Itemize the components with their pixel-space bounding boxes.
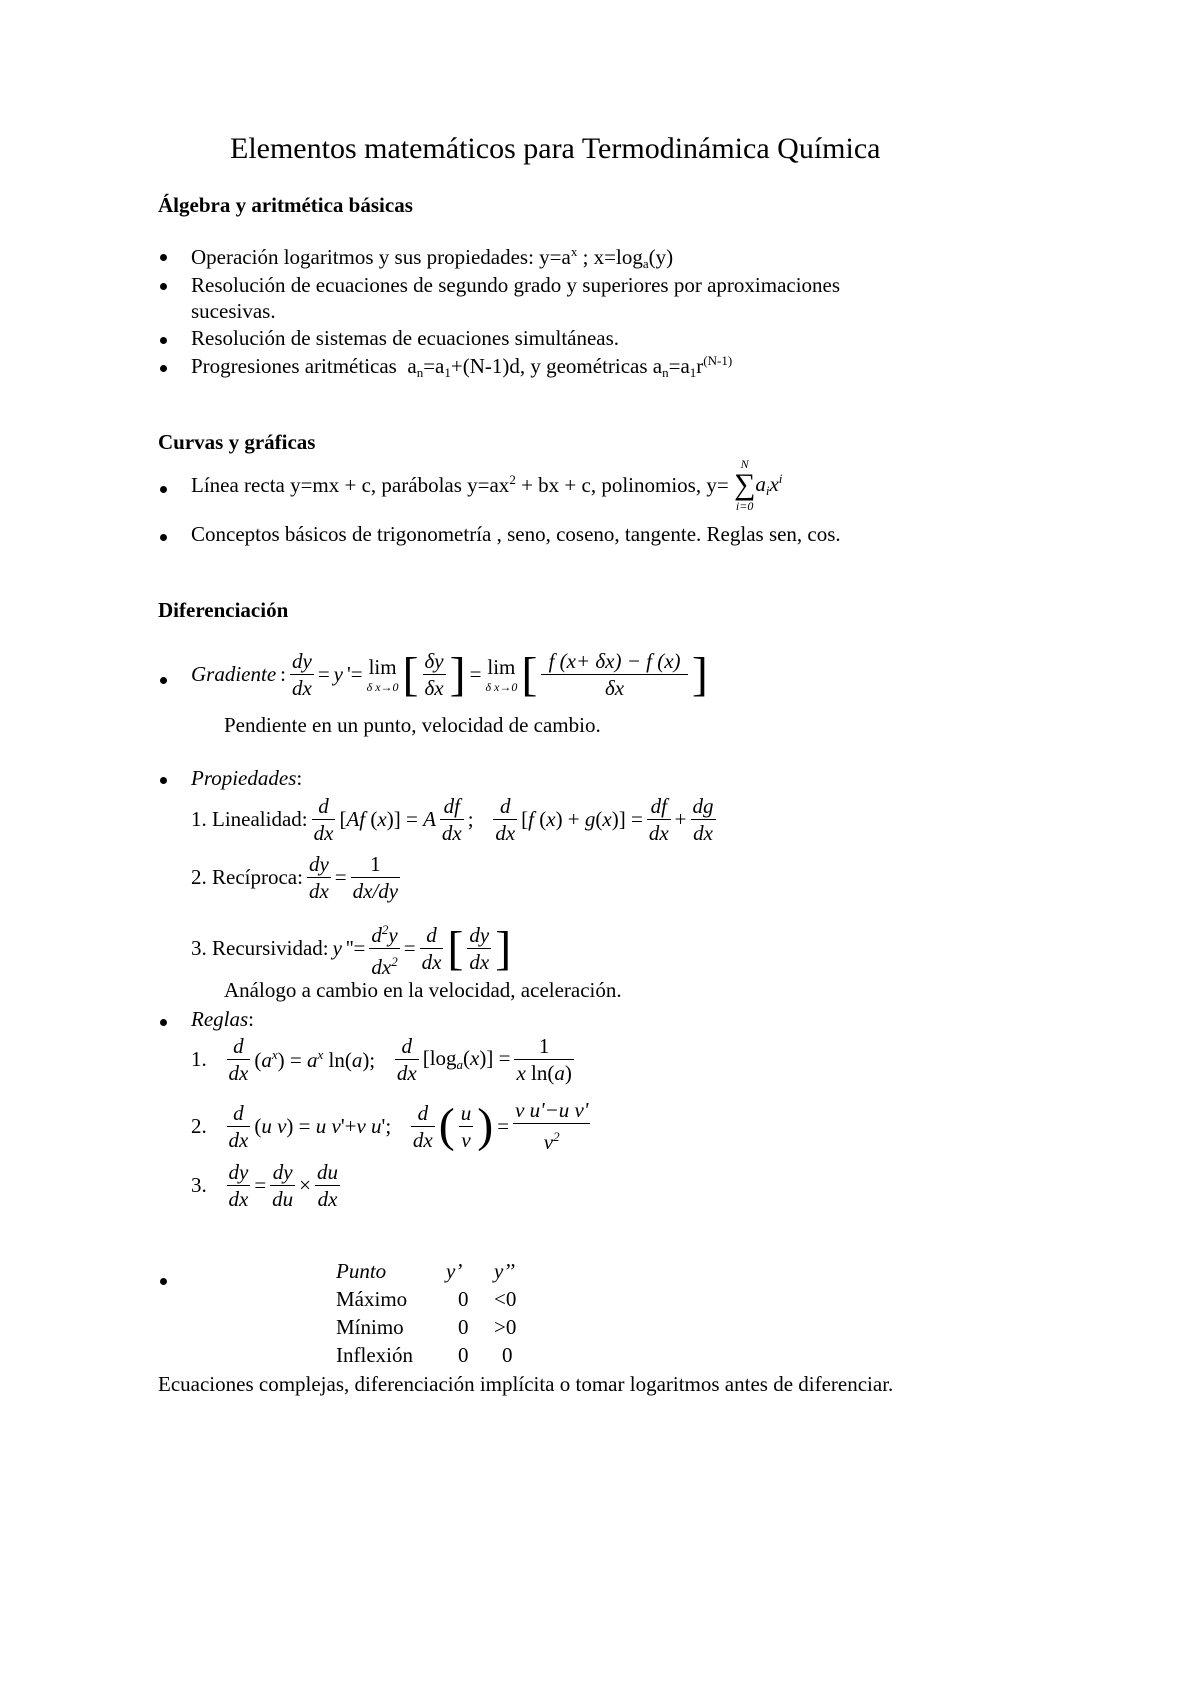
text-pendiente: Pendiente en un punto, velocidad de cambio. <box>224 713 601 737</box>
formula-gradiente: Gradiente : $\frac{dy}{dx}$ = y '= lim δ x→0 [ $\frac{\delta y}{\delta x}$ ] = lim δ x→0 [ $\frac{f (x+ \delta x) - f (x)}{\delta x}$ ] <box>191 647 708 701</box>
table-cell: Mínimo <box>336 1314 404 1339</box>
page-title: Elementos matemáticos para Termodinámica Química <box>230 132 881 165</box>
heading-curvas: Curvas y gráficas <box>158 430 316 454</box>
heading-algebra: Álgebra y aritmética básicas <box>158 193 413 217</box>
table-cell: >0 <box>494 1314 517 1339</box>
label-propiedades: Propiedades: <box>191 766 303 790</box>
bullet <box>160 283 167 290</box>
bullet <box>160 777 167 784</box>
table-cell: 0 <box>458 1314 469 1339</box>
formula-regla-3: 3. $\frac{dy}{dx}$ = $\frac{dy}{du}$ × $\frac{du}{dx}$ <box>191 1160 339 1211</box>
heading-diferenciacion: Diferenciación <box>158 598 289 622</box>
list-item-trigonometria: Conceptos básicos de trigonometría , seno, coseno, tangente. Reglas sen, cos. <box>191 522 841 546</box>
table-header: y’ <box>446 1258 463 1283</box>
table-puntos <box>336 1257 516 1369</box>
table-row <box>336 1341 516 1369</box>
table-cell: Máximo <box>336 1286 408 1311</box>
bullet <box>160 534 167 541</box>
text-final: Ecuaciones complejas, diferenciación implícita o tomar logaritmos antes de diferenciar. <box>158 1372 894 1396</box>
bullet <box>160 365 167 372</box>
bullet <box>160 486 167 493</box>
bullet <box>160 254 167 261</box>
bullet <box>160 1278 167 1285</box>
table-header-row <box>336 1257 516 1285</box>
table-cell: 0 <box>458 1286 469 1311</box>
text-analogo: Análogo a cambio en la velocidad, aceleración. <box>224 978 622 1002</box>
bullet <box>160 1019 167 1026</box>
table-cell: <0 <box>494 1286 517 1311</box>
list-item-ecuaciones-cont: sucesivas. <box>191 299 276 323</box>
table-row <box>336 1313 516 1341</box>
list-item-progresiones: Progresiones aritméticas $a_n=a_1+(N-1)d$, y geométricas $a_n=a_1r^{(N-1)}$ <box>191 353 733 380</box>
table-row <box>336 1285 516 1313</box>
list-item-sistemas: Resolución de sistemas de ecuaciones simultáneas. <box>191 326 620 350</box>
table-cell: 0 <box>458 1342 469 1367</box>
bullet <box>160 337 167 344</box>
formula-regla-2: 2. $\frac{d}{dx}$ (u v) = u v'+v u'; $\frac{d}{dx}$ ( $\frac{u}{v}$ ) = $\frac{\text{v u'−u v'}}{v^2}$ <box>191 1098 589 1154</box>
table-cell: 0 <box>502 1342 513 1367</box>
list-item-logaritmos: Operación logaritmos y sus propiedades: $y=a^x$ ; $x=\log_a(y)$ <box>191 244 674 271</box>
formula-regla-1: 1. $\frac{d}{dx}$ $(a^x) = a^x$ ln(a); $\frac{d}{dx}$ $[\log_a(x)]$ = $\frac{1}{\text{x ln(a)}}$ <box>191 1034 572 1085</box>
formula-reciproca: 2. Recíproca: $\frac{dy}{dx}$ = $\frac{1}{dx/dy}$ <box>191 852 399 903</box>
label-reglas: Reglas: <box>191 1007 254 1031</box>
list-item-ecuaciones: Resolución de ecuaciones de segundo grado y superiores por aproximaciones <box>191 273 841 297</box>
formula-linealidad: 1. Linealidad: $\frac{d}{dx}$ [Af (x)] = A $\frac{df}{dx}$ ; $\frac{d}{dx}$ [f (x) + g(x)] = $\frac{df}{dx}$ + $\frac{dg}{dx}$ <box>191 794 714 845</box>
list-item-linea-recta: Línea recta y=mx + c, parábolas $y=ax^2$ + bx + c, polinomios, y= N ∑ i=0 $a_ix^i$ <box>191 457 783 513</box>
table-header: Punto <box>336 1258 387 1283</box>
table-header: y’’ <box>494 1258 515 1283</box>
table-cell: Inflexión <box>336 1342 413 1367</box>
bullet <box>160 677 167 684</box>
formula-recursividad: 3. Recursividad: y ''= $\frac{d^2y}{dx^2}$ = $\frac{d}{dx}$ [ $\frac{dy}{dx}$ ] <box>191 917 511 980</box>
